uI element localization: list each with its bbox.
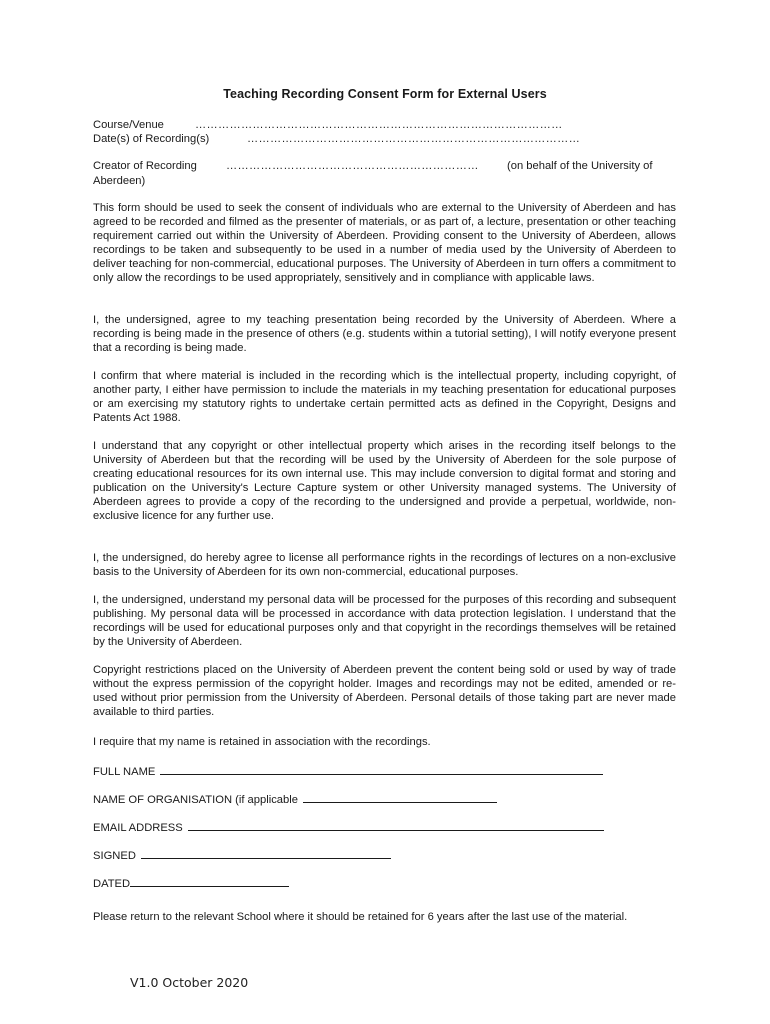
copyright-ownership-paragraph: I understand that any copyright or other intellectual property which arises in the recording itself belongs to the University of Aberdeen but that the recording will be used by the University of Aberdeen for the sole purpose of creating educational resources for its own internal use. This may include conversion to digital format and storing and publication on the University's Lecture Capture system or other University managed systems. The University of Aberdeen agrees to provide a copy of the recording to the undersigned and provide a perpetual, worldwide, non-exclusive licence for any further use. xyxy=(93,440,676,523)
signed-label: SIGNED xyxy=(93,850,136,862)
signature-line[interactable] xyxy=(141,847,391,859)
form-title: Teaching Recording Consent Form for External Users xyxy=(223,87,547,101)
creator-label: Creator of Recording xyxy=(93,160,197,172)
email-label: EMAIL ADDRESS xyxy=(93,822,183,834)
full-name-line[interactable] xyxy=(160,763,603,775)
email-line[interactable] xyxy=(188,819,604,831)
organisation-line[interactable] xyxy=(303,791,497,803)
full-name-label: FULL NAME xyxy=(93,766,156,778)
personal-data-paragraph: I, the undersigned, understand my personal data will be processed for the purposes of this recording and subsequent publishing. My personal data will be processed in accordance with data protection legislation. I understand that the recordings will be used for educational purposes only and that copyright in the recordings themselves will be retained by the University of Aberdeen. xyxy=(93,594,676,649)
course-venue-label: Course/Venue xyxy=(93,119,164,131)
version-footer: V1.0 October 2020 xyxy=(130,975,249,990)
signed-field[interactable] xyxy=(93,847,391,863)
copyright-restrictions-paragraph: Copyright restrictions placed on the University of Aberdeen prevent the content being sold or used by way of trade without the express permission of the copyright holder. Images and recordings may not be edited, amended or re-used without prior permission from the University of Aberdeen. Personal details of those taking part are never made available to third parties. xyxy=(93,664,676,719)
third-party-ip-paragraph: I confirm that where material is included in the recording which is the intellectual property, including copyright, of another party, I either have permission to include the materials in my teaching presentation for educational purposes or am exercising my statutory rights to undertake certain permitted acts as defined in the Copyright, Designs and Patents Act 1988. xyxy=(93,370,676,425)
creator-suffix: (on behalf of the University of xyxy=(507,160,653,172)
dated-field[interactable] xyxy=(93,875,289,891)
name-retention-paragraph: I require that my name is retained in association with the recordings. xyxy=(93,736,431,748)
full-name-field[interactable] xyxy=(93,763,603,779)
intro-paragraph: This form should be used to seek the consent of individuals who are external to the University of Aberdeen and has agreed to be recorded and filmed as the presenter of materials, or as part of, a lecture, presentation or other teaching requirement carried out within the University of Aberdeen. Providing consent to the University of Aberdeen, allows recordings to be taken and subsequently to be used in a number of media used by the University of Aberdeen to deliver teaching for non-commercial, educational purposes. The University of Aberdeen in turn offers a commitment to only allow the recordings to be used appropriately, sensitively and in compliance with applicable laws. xyxy=(93,202,676,285)
agreement-paragraph: I, the undersigned, agree to my teaching presentation being recorded by the University of Aberdeen. Where a recording is being made in the presence of others (e.g. students within a tutorial setting), I will notify everyone present that a recording is being made. xyxy=(93,314,676,355)
organisation-label: NAME OF ORGANISATION (if applicable xyxy=(93,794,298,806)
recording-dates-label: Date(s) of Recording(s) xyxy=(93,133,210,145)
organisation-field[interactable] xyxy=(93,791,497,807)
return-instructions: Please return to the relevant School where it should be retained for 6 years after the last use of the material. xyxy=(93,911,628,923)
email-field[interactable] xyxy=(93,819,604,835)
recording-dates-dots: …………………………………………………………………………… xyxy=(247,133,581,145)
creator-dots: ………………………………………………………… xyxy=(226,160,479,172)
creator-suffix-continued: Aberdeen) xyxy=(93,175,146,187)
course-venue-dots: …………………………………………………………………………………… xyxy=(195,119,563,131)
dated-label: DATED xyxy=(93,878,131,890)
date-line[interactable] xyxy=(130,875,289,887)
performance-rights-paragraph: I, the undersigned, do hereby agree to license all performance rights in the recordings of lectures on a non-exclusive basis to the University of Aberdeen for its own non-commercial, educational purposes. xyxy=(93,552,676,579)
